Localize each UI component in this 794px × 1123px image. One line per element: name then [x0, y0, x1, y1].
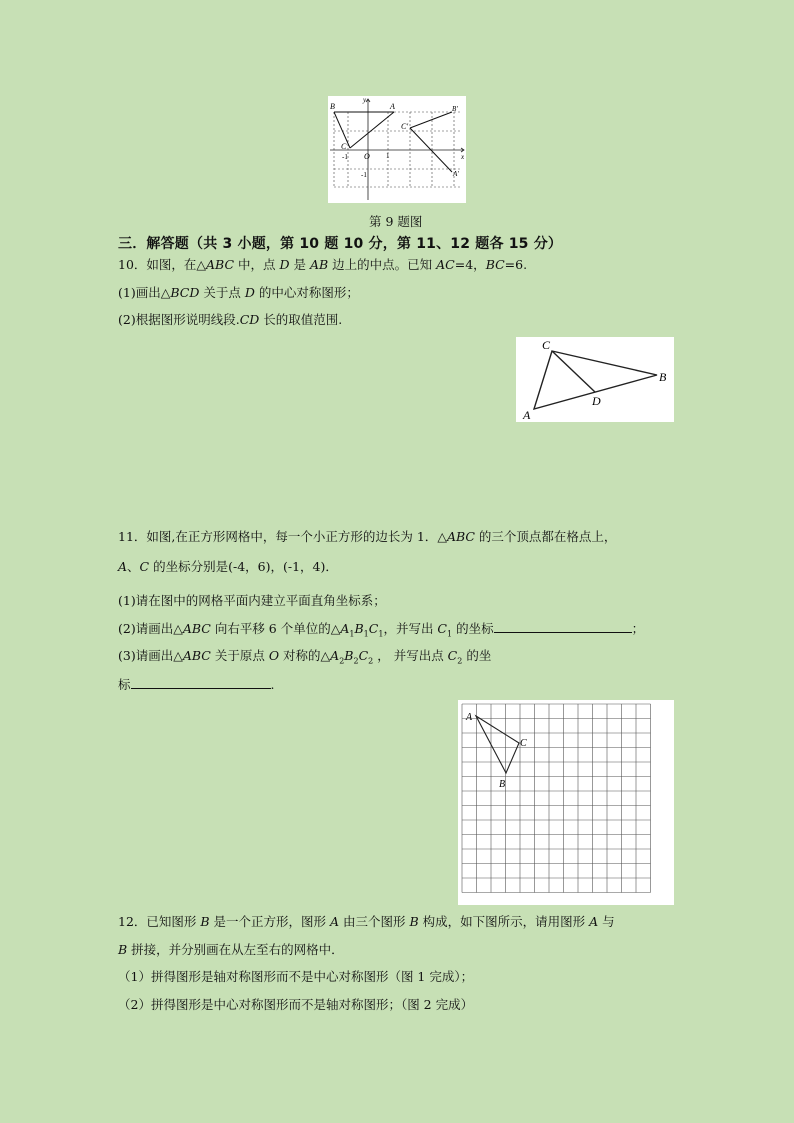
fig9-label-b: B	[330, 102, 335, 111]
q12-part-2: （2）拼得图形是中心对称图形而不是轴对称图形；（图 2 完成）	[118, 997, 474, 1012]
q11-answer-blank-c1[interactable]	[494, 619, 632, 633]
fig11-label-a: A	[466, 712, 473, 723]
fig9-axis-x: x	[461, 153, 465, 161]
q11-stem-line-2: A、C 的坐标分别是(-4，6)，(-1，4)．	[118, 559, 338, 574]
q11-part-3-continued: 标 .	[118, 677, 275, 692]
fig11-label-b: B	[499, 779, 506, 790]
q12-stem-line-1: 12．已知图形 B 是一个正方形，图形 A 由三个图形 B 构成，如下图所示，请用图形 A 与	[118, 914, 615, 929]
q11-part-3: (3)请画出△ABC 关于原点 O 对称的$\triangle A_2B_2C_2$ ， 并写出点 $C_2$ 的坐	[118, 648, 492, 666]
fig10-label-b: B	[659, 370, 667, 384]
fig10-label-c: C	[542, 338, 551, 352]
q11-stem-line-1: 11．如图,在正方形网格中，每一个小正方形的边长为 1．△ABC 的三个顶点都在格点上，	[118, 529, 617, 544]
q11-part-2: (2)请画出△ABC 向右平移 6 个单位的$\triangle A_1B_1C_1$，并写出 $C_1$ 的坐标 ；	[118, 621, 645, 639]
section-3-heading: 三．解答题（共 3 小题，第 10 题 10 分，第 11、12 题各 15 分）	[118, 236, 563, 252]
fig9-label-c: C	[341, 142, 347, 151]
figure-9-caption: 第 9 题图	[369, 214, 423, 229]
fig9-tick-1-x: 1	[386, 152, 390, 160]
fig9-label-c-prime: C′	[401, 122, 409, 131]
q10-part-2: (2)根据图形说明线段.CD 长的取值范围.	[118, 312, 343, 327]
fig9-label-b-prime: B′	[452, 105, 458, 113]
figure-11-grid	[458, 700, 674, 905]
fig9-axis-y: y	[363, 96, 367, 104]
q12-part-1: （1）拼得图形是轴对称图形而不是中心对称图形（图 1 完成）；	[118, 969, 474, 984]
fig9-label-a: A	[390, 102, 395, 111]
q11-answer-blank-c2[interactable]	[131, 675, 271, 689]
fig10-label-a: A	[523, 408, 531, 422]
figure-10-triangle	[516, 337, 674, 422]
fig9-tick-neg1-y: -1	[361, 171, 367, 179]
q11-part-1: (1)请在图中的网格平面内建立平面直角坐标系；	[118, 593, 386, 608]
q10-part-1: (1)画出△BCD 关于点 D 的中心对称图形；	[118, 285, 359, 300]
q12-stem-line-2: B 拼接，并分别画在从左至右的网格中．	[118, 942, 344, 957]
fig9-tick-neg1-x: -1	[342, 153, 348, 161]
fig9-origin: O	[364, 152, 370, 161]
fig10-label-d: D	[592, 394, 601, 408]
fig9-label-a-prime: A′	[453, 170, 459, 178]
figure-9-coordinate-diagram	[328, 96, 466, 203]
fig11-label-c: C	[520, 738, 527, 749]
q10-stem: 10．如图，在△ABC 中，点 D 是 AB 边上的中点。已知 AC=4，BC=6.	[118, 257, 528, 272]
